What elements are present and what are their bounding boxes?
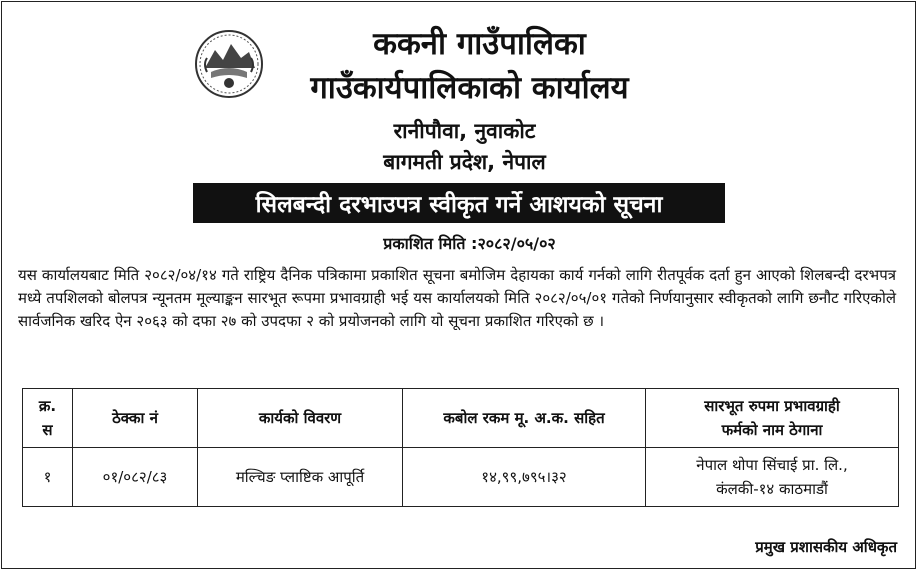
col-header-description: कार्यको विवरण	[198, 389, 403, 448]
office-province: बागमती प्रदेश, नेपाल	[383, 150, 546, 174]
col-header-sn-line2: स	[42, 421, 53, 439]
office-name: ककनी गाउँपालिका	[373, 26, 586, 62]
cell-firm-name: नेपाल थोपा सिंचाई प्रा. लि.,	[696, 456, 848, 474]
col-header-contract-no: ठेक्का नं	[73, 389, 198, 448]
cell-description: मल्चिङ प्लाष्टिक आपूर्ति	[198, 448, 403, 507]
col-header-firm-line1: सारभूत रुपमा प्रभावग्राही	[704, 397, 840, 415]
col-header-firm-line2: फर्मको नाम ठेगाना	[721, 421, 823, 439]
col-header-sn-line1: क्र.	[38, 397, 57, 415]
notice-body: यस कार्यालयबाट मिति २०८२/०४/१४ गते राष्ट्रिय दैनिक पत्रिकामा प्रकाशित सूचना बमोजिम देहायका कार्य गर्नको लागि रीतपूर्वक दर्ता हुन आएको शिलबन्दी दरभपत्र मध्ये तपशिलको बोलपत्र न्यूनतम मूल्याङ्कन सारभूत रूपमा प्रभावग्राही भई यस कार्यालयको मिति २०८२/०५/०१ गतेको निर्णयानुसार स्वीकृतको लागि छनौट गरिएकोले सार्वजनिक खरिद ऐन २०६३ को दफा २७ को उपदफा २ को प्रयोजनको लागि यो सूचना प्रकाशित गरिएको छ ।	[18, 266, 896, 330]
cell-contract-no: ०१/०८२/८३	[73, 448, 198, 507]
cell-amount: १४,९९,७९५।३२	[403, 448, 646, 507]
signatory-title: प्रमुख प्रशासकीय अधिकृत	[755, 538, 897, 556]
cell-firm	[646, 448, 899, 507]
cell-firm-address: कंलकी-१४ काठमाडौं	[716, 480, 828, 498]
col-header-sn	[23, 389, 73, 448]
award-table	[22, 388, 899, 507]
office-location: रानीपौवा, नुवाकोट	[393, 119, 536, 143]
notice-title-text: सिलबन्दी दरभाउपत्र स्वीकृत गर्ने आशयको सूचना	[255, 192, 663, 218]
cell-sn: १	[23, 448, 73, 507]
col-header-amount: कबोल रकम मू. अ.क. सहित	[403, 389, 646, 448]
notice-title	[193, 183, 725, 223]
office-subtitle: गाउँकार्यपालिकाको कार्यालय	[310, 70, 629, 106]
table-header-row	[23, 389, 899, 448]
published-date: प्रकाशित मिति :२०८२/०५/०२	[383, 234, 556, 253]
table-row	[23, 448, 899, 507]
col-header-firm	[646, 389, 899, 448]
